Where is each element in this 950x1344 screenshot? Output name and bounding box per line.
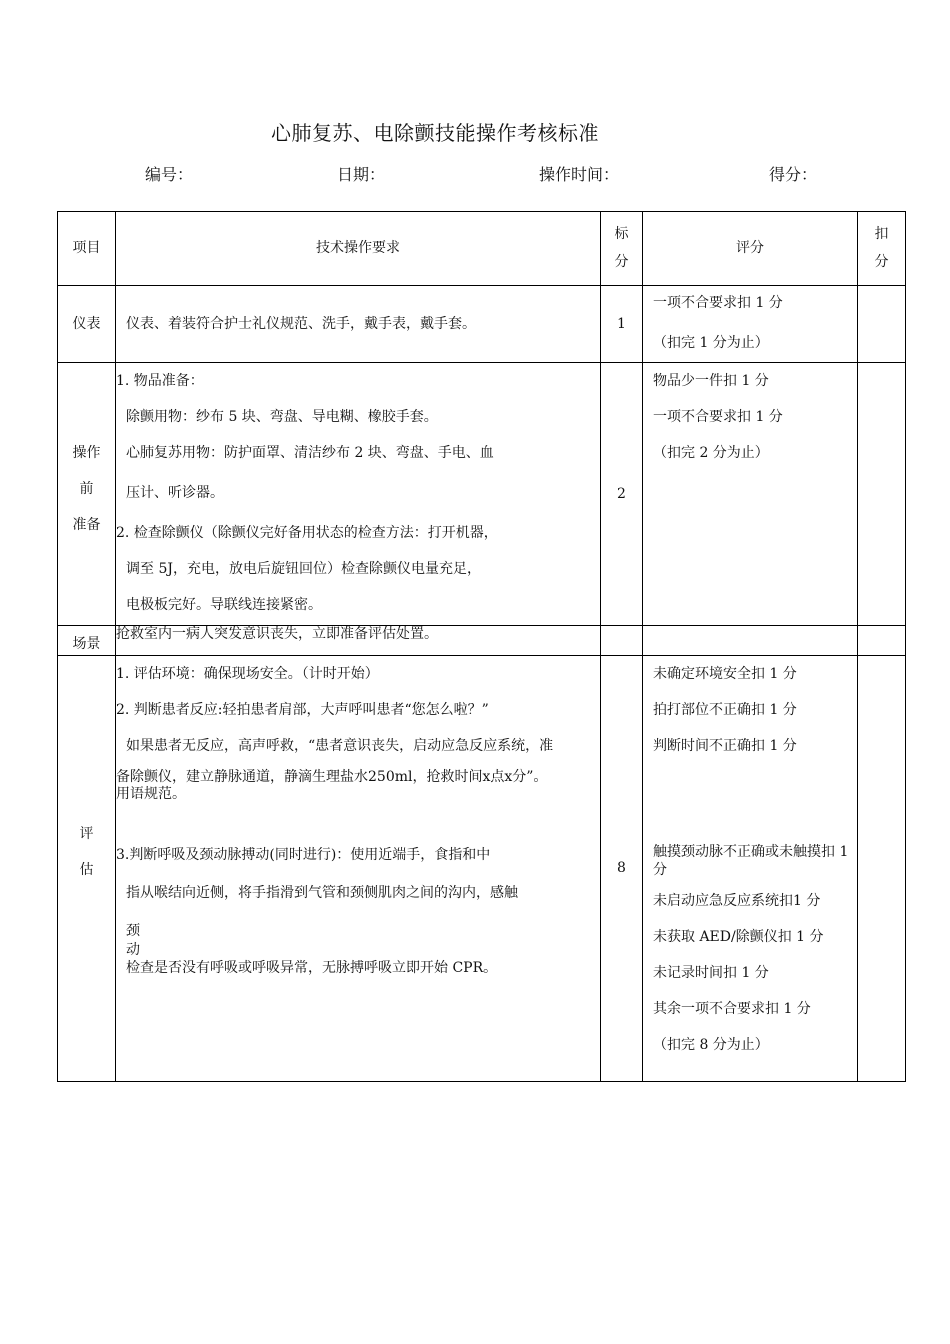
row-item (58, 656, 116, 1082)
rating-line: 一项不合要求扣 1 分 (653, 294, 783, 311)
row-requirement (116, 656, 601, 1082)
requirement-line: 除颤用物：纱布 5 块、弯盘、导电糊、橡胶手套。 (126, 408, 438, 425)
header-deduct (858, 212, 906, 286)
requirement-line: 颈 (126, 923, 140, 940)
row-deduct (858, 286, 906, 363)
row-score: 2 (601, 363, 643, 626)
row-score: 8 (601, 656, 643, 1082)
row-item (58, 363, 116, 626)
item-line: 场景 (72, 636, 101, 652)
rating-line: 物品少一件扣 1 分 (653, 372, 769, 389)
row-item (58, 626, 116, 656)
header-score (601, 212, 643, 286)
header-score-line2: 分 (614, 254, 629, 270)
rating-line: （扣完 8 分为止） (653, 1036, 769, 1053)
requirement-line: 如果患者无反应，高声呼救，“患者意识丧失，启动应急反应系统，准 (126, 737, 554, 754)
header-deduct-line1: 扣 (874, 226, 889, 242)
requirement-line: 指从喉结向近侧，将手指滑到气管和颈侧肌肉之间的沟内，感触 (126, 884, 518, 901)
header-requirement: 技术操作要求 (116, 212, 601, 286)
item-line: 估 (79, 862, 94, 878)
item-line: 评 (79, 826, 94, 842)
assessment-table (57, 211, 906, 1082)
requirement-line: 备除颤仪，建立静脉通道，静滴生理盐水250ml，抢救时间x点x分”。 (116, 769, 548, 786)
header-deduct-line2: 分 (874, 254, 889, 270)
row-requirement (116, 286, 601, 363)
rating-line: 未记录时间扣 1 分 (653, 964, 769, 981)
rating-line: （扣完 1 分为止） (653, 334, 769, 351)
item-line: 前 (79, 481, 94, 497)
row-requirement (116, 626, 601, 656)
number-label: 编号： (145, 165, 194, 184)
row-rating (643, 286, 858, 363)
header-item: 项目 (58, 212, 116, 286)
row-requirement (116, 363, 601, 626)
rating-line: 判断时间不正确扣 1 分 (653, 737, 797, 754)
requirement-line: 抢救室内一病人突发意识丧失，立即准备评估处置。 (116, 626, 438, 642)
row-item: 仪表 (58, 286, 116, 363)
document-title: 心肺复苏、电除颤技能操作考核标准 (271, 121, 599, 145)
table-row (58, 656, 906, 1082)
row-score: 1 (601, 286, 643, 363)
requirement-line: 压计、听诊器。 (126, 484, 224, 501)
requirement-line: 1. 评估环境：确保现场安全。（计时开始） (116, 665, 379, 682)
row-deduct (858, 626, 906, 656)
row-deduct (858, 656, 906, 1082)
row-deduct (858, 363, 906, 626)
item-line: 操作 (72, 445, 101, 461)
score-label: 得分： (769, 165, 818, 184)
table-row (58, 286, 906, 363)
requirement-line: 仪表、着装符合护士礼仪规范、洗手，戴手表，戴手套。 (126, 315, 476, 332)
header-rating: 评分 (643, 212, 858, 286)
rating-line: 触摸颈动脉不正确或未触摸扣 1 分 (653, 844, 849, 878)
row-score (601, 626, 643, 656)
requirement-line: 1. 物品准备： (116, 372, 204, 389)
requirement-line: 用语规范。 (116, 786, 186, 802)
rating-line: 一项不合要求扣 1 分 (653, 408, 783, 425)
operation-time-label: 操作时间： (539, 165, 620, 184)
requirement-line: 动 (126, 941, 140, 958)
rating-line: 未启动应急反应系统扣1 分 (653, 892, 821, 909)
table-row (58, 626, 906, 656)
table-header-row (58, 212, 906, 286)
row-rating (643, 656, 858, 1082)
requirement-line: 电极板完好。导联线连接紧密。 (126, 596, 322, 613)
requirement-line: 心肺复苏用物：防护面罩、清洁纱布 2 块、弯盘、手电、血 (126, 444, 494, 461)
requirement-line: 调至 5J，充电，放电后旋钮回位）检查除颤仪电量充足， (126, 560, 481, 577)
row-rating (643, 363, 858, 626)
rating-line: 拍打部位不正确扣 1 分 (653, 701, 797, 718)
rating-line: 未获取 AED/除颤仪扣 1 分 (653, 928, 824, 945)
rating-line: 其余一项不合要求扣 1 分 (653, 1000, 811, 1017)
row-rating (643, 626, 858, 656)
item-line: 准备 (72, 517, 101, 533)
requirement-line: 检查是否没有呼吸或呼吸异常，无脉搏呼吸立即开始 CPR。 (126, 960, 498, 976)
requirement-line: 2. 检查除颤仪（除颤仪完好备用状态的检查方法：打开机器， (116, 524, 498, 541)
rating-line: （扣完 2 分为止） (653, 444, 769, 461)
table-row (58, 363, 906, 626)
date-label: 日期： (337, 165, 386, 184)
header-score-line1: 标 (614, 226, 629, 242)
rating-line: 未确定环境安全扣 1 分 (653, 665, 797, 682)
requirement-line: 2. 判断患者反应:轻拍患者肩部，大声呼叫患者“您怎么啦？” (116, 701, 489, 718)
requirement-line: 3.判断呼吸及颈动脉搏动(同时进行)：使用近端手，食指和中 (116, 847, 491, 864)
